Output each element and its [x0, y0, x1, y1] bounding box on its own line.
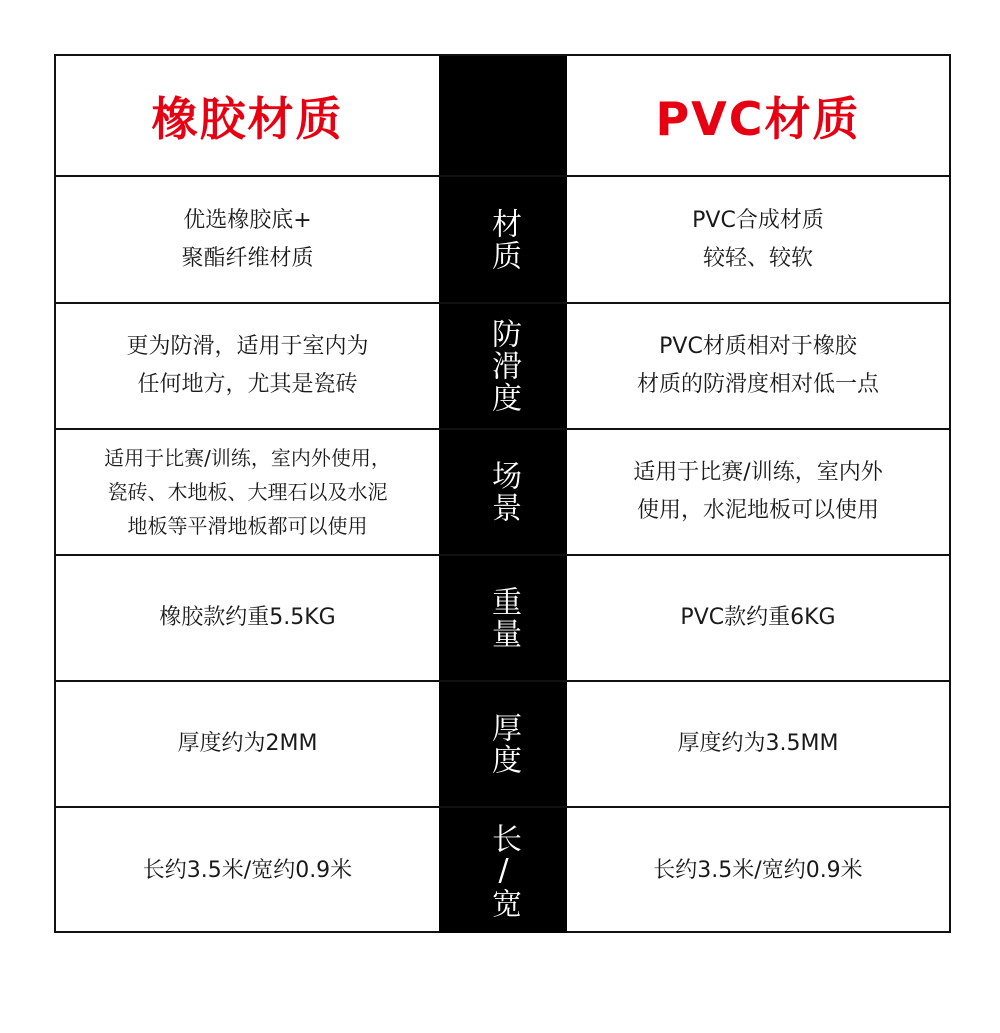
pvc-cell	[567, 177, 949, 302]
rubber-text-line: 聚酯纤维材质	[181, 245, 314, 271]
pvc-cell	[567, 556, 949, 680]
header-right-cell	[567, 56, 949, 175]
row-label-thickness: 厚度	[486, 712, 521, 776]
pvc-cell	[567, 808, 949, 933]
pvc-text-line: 使用，水泥地板可以使用	[636, 498, 879, 523]
pvc-text-line: 厚度约为3.5MM	[677, 731, 839, 756]
row-label-cell	[439, 304, 567, 428]
rubber-cell	[56, 556, 439, 680]
row-label-cell	[439, 556, 567, 680]
header-divider-cell	[439, 56, 567, 175]
table-row	[56, 806, 949, 933]
rubber-cell	[56, 808, 439, 933]
row-label-scene: 场景	[486, 460, 521, 524]
rubber-material-title: 橡胶材质	[151, 91, 344, 146]
table-row	[56, 175, 949, 302]
rubber-text-line: 优选橡胶底+	[183, 207, 312, 233]
row-label-cell	[439, 808, 567, 933]
row-label-material: 材质	[486, 207, 521, 272]
pvc-text-line: PVC合成材质	[692, 207, 824, 233]
pvc-cell	[567, 430, 949, 554]
pvc-text-line: 较轻、较软	[702, 245, 813, 271]
pvc-material-title: PVC材质	[655, 91, 861, 146]
comparison-table	[54, 54, 951, 933]
row-label-cell	[439, 682, 567, 806]
pvc-text-line: 长约3.5米/宽约0.9米	[653, 857, 863, 883]
table-row	[56, 554, 949, 680]
row-label-cell	[439, 177, 567, 302]
row-label-weight: 重量	[486, 586, 521, 650]
rubber-text-line: 任何地方，尤其是瓷砖	[137, 372, 358, 397]
pvc-text-line: PVC款约重6KG	[680, 605, 836, 630]
pvc-cell	[567, 304, 949, 428]
pvc-text-line: PVC材质相对于橡胶	[659, 334, 857, 359]
rubber-text-line: 地板等平滑地板都可以使用	[127, 514, 368, 538]
pvc-cell	[567, 682, 949, 806]
rubber-text-line: 厚度约为2MM	[177, 731, 318, 756]
row-label-length-width: 长/宽	[486, 823, 521, 918]
pvc-text-line: 适用于比赛/训练，室内外	[633, 460, 883, 485]
rubber-text-line: 更为防滑，适用于室内为	[126, 334, 369, 359]
rubber-cell	[56, 430, 439, 554]
rubber-cell	[56, 682, 439, 806]
rubber-cell	[56, 304, 439, 428]
row-label-anti-slip: 防滑度	[486, 318, 521, 414]
rubber-cell	[56, 177, 439, 302]
rubber-text-line: 适用于比赛/训练，室内外使用，	[104, 446, 391, 470]
table-row	[56, 680, 949, 806]
table-row	[56, 428, 949, 554]
pvc-text-line: 材质的防滑度相对低一点	[636, 372, 879, 397]
rubber-text-line: 橡胶款约重5.5KG	[159, 605, 336, 630]
row-label-cell	[439, 430, 567, 554]
header-row	[56, 56, 949, 175]
rubber-text-line: 长约3.5米/宽约0.9米	[142, 857, 353, 883]
table-row	[56, 302, 949, 428]
header-left-cell	[56, 56, 439, 175]
rubber-text-line: 瓷砖、木地板、大理石以及水泥	[107, 480, 388, 504]
